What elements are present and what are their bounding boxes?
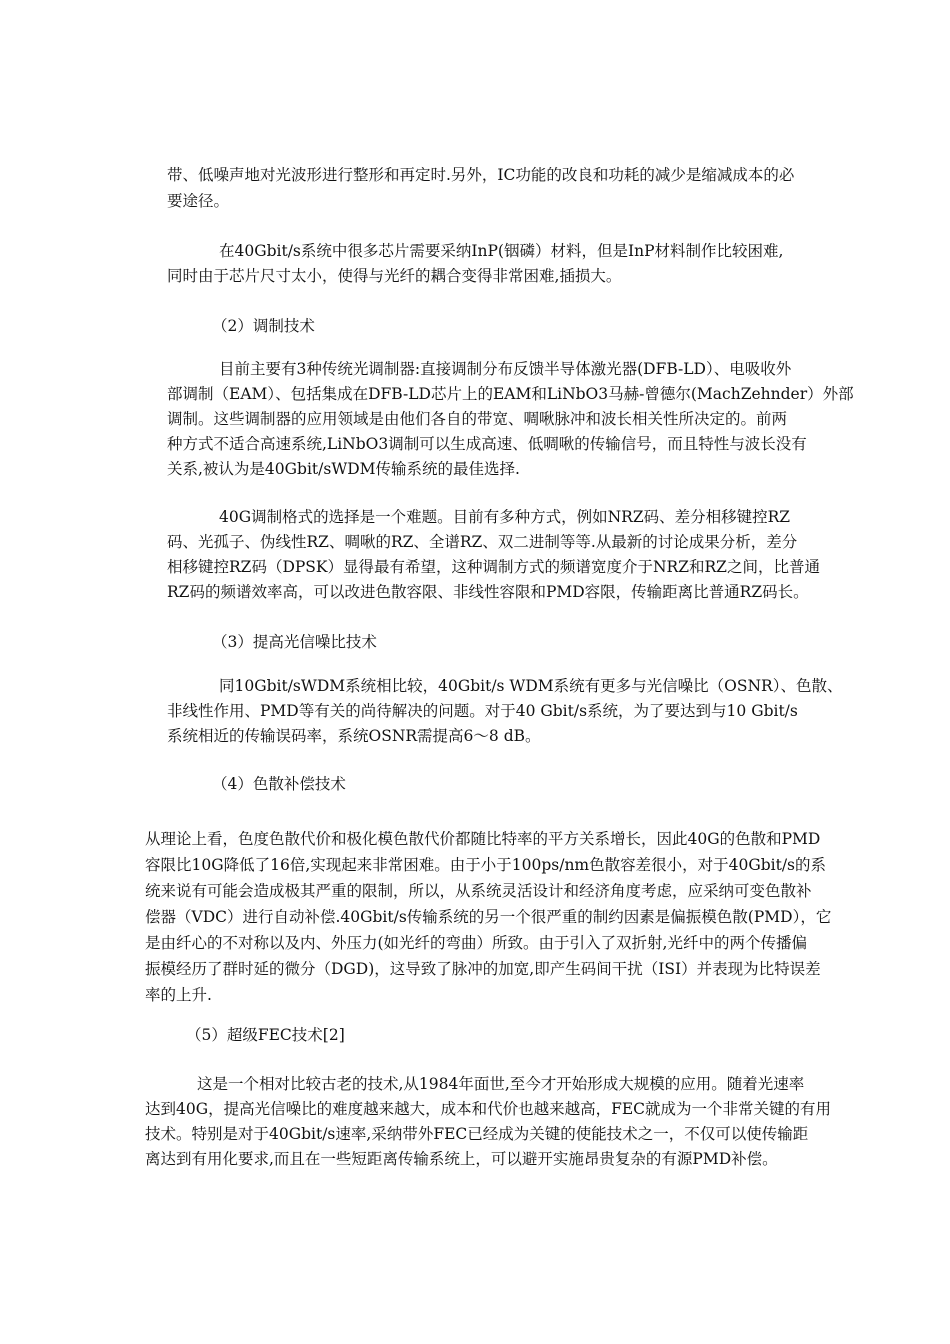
section-heading: （3）提高光信噪比技术 bbox=[212, 633, 377, 651]
paragraph-line: RZ码的频谱效率高，可以改进色散容限、非线性容限和PMD容限，传输距离比普通RZ码长。 bbox=[167, 583, 809, 601]
section-heading: （4）色散补偿技术 bbox=[212, 775, 346, 793]
paragraph-line: 关系,被认为是40Gbit/sWDM传输系统的最佳选择. bbox=[167, 460, 520, 478]
paragraph-line: 容限比10G降低了16倍,实现起来非常困难。由于小于100ps/nm色散容差很小，对于40Gbit/s的系 bbox=[145, 856, 827, 874]
paragraph-line: 偿器（VDC）进行自动补偿.40Gbit/s传输系统的另一个很严重的制约因素是偏振模色散(PMD），它 bbox=[145, 908, 832, 926]
paragraph-line: 在40Gbit/s系统中很多芯片需要采纳InP(铟磷）材料，但是InP材料制作比较困难, bbox=[219, 242, 784, 260]
paragraph-line: 离达到有用化要求,而且在一些短距离传输系统上，可以避开实施昂贵复杂的有源PMD补偿。 bbox=[145, 1150, 778, 1168]
paragraph-line: 部调制（EAM）、包括集成在DFB-LD芯片上的EAM和LiNbO3马赫-曾德尔(MachZehnder）外部 bbox=[167, 385, 854, 403]
paragraph-line: 达到40G，提高光信噪比的难度越来越大，成本和代价也越来越高，FEC就成为一个非常关键的有用 bbox=[145, 1100, 832, 1118]
paragraph-line: 要途径。 bbox=[167, 192, 230, 210]
paragraph-line: 率的上升. bbox=[145, 986, 212, 1004]
paragraph-line: 码、光孤子、伪线性RZ、啁啾的RZ、全谱RZ、双二进制等等.从最新的讨论成果分析，差分 bbox=[167, 533, 798, 551]
paragraph-line: 系统相近的传输误码率，系统OSNR需提高6～8 dB。 bbox=[167, 727, 541, 745]
section-heading: （5）超级FEC技术[2] bbox=[186, 1026, 345, 1044]
paragraph-line: 40G调制格式的选择是一个难题。目前有多种方式，例如NRZ码、差分相移键控RZ bbox=[219, 508, 791, 526]
paragraph-line: 同10Gbit/sWDM系统相比较，40Gbit/s WDM系统有更多与光信噪比（OSNR）、色散、 bbox=[219, 677, 843, 695]
paragraph-line: 统来说有可能会造成极其严重的限制，所以，从系统灵活设计和经济角度考虑，应采纳可变色散补 bbox=[145, 882, 812, 900]
paragraph-line: 技术。特别是对于40Gbit/s速率,采纳带外FEC已经成为关键的使能技术之一，不仅可以使传输距 bbox=[145, 1125, 809, 1143]
paragraph-line: 是由纤心的不对称以及内、外压力(如光纤的弯曲）所致。由于引入了双折射,光纤中的两个传播偏 bbox=[145, 934, 807, 952]
paragraph-line: 种方式不适合高速系统,LiNbO3调制可以生成高速、低啁啾的传输信号，而且特性与波长没有 bbox=[167, 435, 807, 453]
paragraph-line: 非线性作用、PMD等有关的尚待解决的问题。对于40 Gbit/s系统，为了要达到与10 Gbit/s bbox=[167, 702, 798, 720]
paragraph-line: 目前主要有3种传统光调制器:直接调制分布反馈半导体激光器(DFB-LD）、电吸收外 bbox=[219, 360, 792, 378]
section-heading: （2）调制技术 bbox=[212, 317, 315, 335]
paragraph-line: 同时由于芯片尺寸太小，使得与光纤的耦合变得非常困难,插损大。 bbox=[167, 267, 622, 285]
paragraph-line: 调制。这些调制器的应用领域是由他们各自的带宽、啁啾脉冲和波长相关性所决定的。前两 bbox=[167, 410, 788, 428]
paragraph-line: 振模经历了群时延的微分（DGD)，这导致了脉冲的加宽,即产生码间干扰（ISI）并表现为比特误差 bbox=[145, 960, 821, 978]
paragraph-line: 这是一个相对比较古老的技术,从1984年面世,至今才开始形成大规模的应用。随着光速率 bbox=[197, 1075, 805, 1093]
paragraph-line: 从理论上看，色度色散代价和极化模色散代价都随比特率的平方关系增长，因此40G的色散和PMD bbox=[145, 830, 821, 848]
paragraph-line: 带、低噪声地对光波形进行整形和再定时.另外，IC功能的改良和功耗的减少是缩减成本的必 bbox=[167, 166, 795, 184]
paragraph-line: 相移键控RZ码（DPSK）显得最有希望，这种调制方式的频谱宽度介于NRZ和RZ之间，比普通 bbox=[167, 558, 820, 576]
